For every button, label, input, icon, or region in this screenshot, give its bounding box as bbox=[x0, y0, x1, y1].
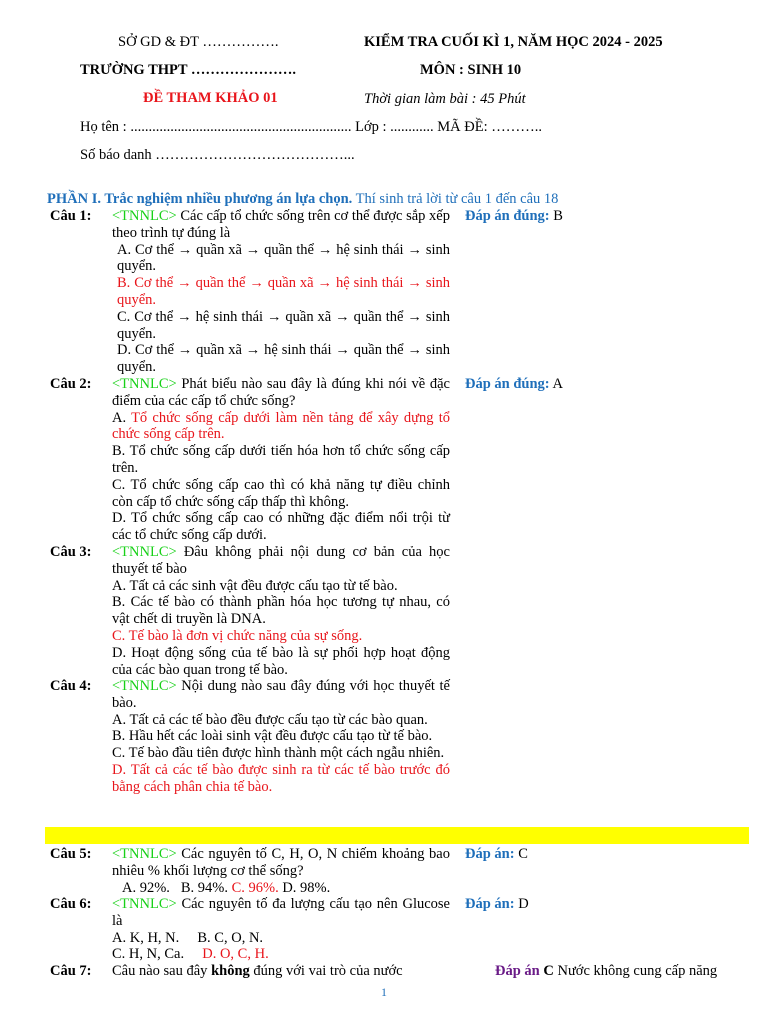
dept-line: SỞ GD & ĐT ……………. bbox=[118, 34, 279, 50]
question-3 bbox=[50, 544, 460, 678]
option-b: B. Cơ thể → quần thể → quần xã → hệ sinh thái → sinh quyển. bbox=[117, 275, 450, 308]
question-7-stem: Câu nào sau đây không đúng với vai trò của nước bbox=[112, 963, 403, 979]
school-line: TRƯỜNG THPT …………………. bbox=[80, 62, 297, 78]
page-number: 1 bbox=[381, 985, 387, 999]
option-d: D. Hoạt động sống của tế bào là sự phối hợp hoạt động của các bào quan trong tế bào. bbox=[112, 644, 450, 678]
question-stem: <TNNLC> Các nguyên tố đa lượng cấu tạo nên Glucose là bbox=[112, 896, 450, 929]
question-stem: <TNNLC> Các nguyên tố C, H, O, N chiếm khoảng bao nhiêu % khối lượng cơ thể sống? bbox=[112, 846, 450, 879]
option-a: A. Tất cả các tế bào đều được cấu tạo từ các bào quan. bbox=[112, 711, 428, 728]
option-c: C. H, N, Ca. bbox=[112, 946, 185, 963]
answer-letter: C bbox=[539, 963, 554, 979]
answer-label: Đáp án đúng: bbox=[465, 376, 550, 392]
tag-label: <TNNLC> bbox=[112, 678, 177, 694]
highlight-separator bbox=[45, 827, 749, 844]
option-a: A. Cơ thể → quần xã → quần thể → hệ sinh thái → sinh quyển. bbox=[117, 241, 450, 275]
question-5 bbox=[50, 846, 460, 896]
question-4 bbox=[50, 678, 460, 796]
question-number: Câu 3: bbox=[50, 544, 92, 560]
name-line: Họ tên : ............................................................. Lớp : ............ MÃ ĐỀ: ……….. bbox=[80, 119, 542, 135]
question-number: Câu 1: bbox=[50, 208, 92, 224]
tag-label: <TNNLC> bbox=[112, 846, 177, 862]
tag-label: <TNNLC> bbox=[112, 896, 177, 912]
question-2 bbox=[50, 376, 460, 544]
answer-value: C bbox=[514, 846, 528, 862]
options-row-1 bbox=[112, 930, 450, 947]
option-a: A. K, H, N. bbox=[112, 929, 180, 946]
section-instruction: Thí sinh trả lời từ câu 1 đến câu 18 bbox=[352, 191, 559, 207]
option-d: D. O, C, H. bbox=[202, 946, 269, 963]
subject-line: MÔN : SINH 10 bbox=[420, 62, 522, 78]
answer-value: A bbox=[549, 376, 563, 392]
question-stem: <TNNLC> Đâu không phải nội dung cơ bản của học thuyết tế bào bbox=[112, 544, 450, 577]
answer-6 bbox=[465, 896, 529, 913]
answer-5 bbox=[465, 846, 528, 863]
answer-2 bbox=[465, 376, 563, 393]
question-number: Câu 4: bbox=[50, 678, 92, 694]
option-b: B. Tổ chức sống cấp dưới tiến hóa hơn tổ chức sống cấp trên. bbox=[112, 443, 450, 476]
tag-label: <TNNLC> bbox=[112, 544, 177, 560]
answer-text: Nước không cung cấp năng bbox=[553, 963, 718, 979]
options-row bbox=[112, 880, 450, 897]
option-b: B. C, O, N. bbox=[197, 929, 264, 946]
option-b: B. Hầu hết các loài sinh vật đều được cấu tạo từ tế bào. bbox=[112, 728, 433, 745]
section-title: PHẦN I. Trắc nghiệm nhiều phương án lựa chọn. bbox=[47, 191, 353, 207]
question-number: Câu 2: bbox=[50, 376, 92, 392]
option-d: D. Tổ chức sống cấp cao có những đặc điểm nổi trội từ các tổ chức sống cấp dưới. bbox=[112, 510, 450, 544]
option-b: B. Các tế bào có thành phần hóa học tương tự nhau, có vật chết di truyền là DNA. bbox=[112, 594, 450, 628]
option-a: A. Tất cả các sinh vật đều được cấu tạo từ tế bào. bbox=[112, 577, 398, 594]
answer-label: Đáp án bbox=[495, 963, 540, 979]
section-heading bbox=[47, 191, 558, 208]
options-row-2 bbox=[112, 946, 450, 963]
exam-title: KIỂM TRA CUỐI KÌ 1, NĂM HỌC 2024 - 2025 bbox=[364, 34, 663, 50]
option-d: D. 98%. bbox=[282, 879, 331, 896]
question-stem: <TNNLC> Các cấp tổ chức sống trên cơ thể được sắp xếp theo trình tự đúng là bbox=[112, 208, 450, 241]
option-c: C. Tế bào là đơn vị chức năng của sự sống. bbox=[112, 627, 363, 644]
question-stem: <TNNLC> Phát biểu nào sau đây là đúng khi nói về đặc điểm của các cấp tổ chức sống? bbox=[112, 376, 450, 409]
question-stem: <TNNLC> Nội dung nào sau đây đúng với học thuyết tế bào. bbox=[112, 678, 450, 711]
tag-label: <TNNLC> bbox=[112, 208, 177, 224]
option-c: C. Tế bào đầu tiên được hình thành một cách ngẫu nhiên. bbox=[112, 745, 445, 762]
option-b: B. 94%. bbox=[180, 879, 228, 896]
option-a: A. 92%. bbox=[122, 879, 170, 896]
answer-label: Đáp án: bbox=[465, 896, 515, 912]
option-c: C. 96%. bbox=[231, 879, 279, 896]
answer-value: B bbox=[549, 208, 563, 224]
question-number: Câu 7: bbox=[50, 963, 92, 979]
answer-value: D bbox=[514, 896, 529, 912]
answer-1 bbox=[465, 208, 563, 225]
question-number: Câu 5: bbox=[50, 846, 92, 862]
option-c: C. Cơ thể → hệ sinh thái → quần xã → quần thể → sinh quyển. bbox=[117, 308, 450, 342]
question-number: Câu 6: bbox=[50, 896, 92, 912]
tag-label: <TNNLC> bbox=[112, 376, 177, 392]
question-1 bbox=[50, 208, 460, 376]
option-d: D. Cơ thể → quần xã → hệ sinh thái → quần thể → sinh quyển. bbox=[117, 342, 450, 376]
id-line: Số báo danh …………………………………... bbox=[80, 147, 355, 163]
answer-7 bbox=[495, 963, 717, 980]
answer-label: Đáp án: bbox=[465, 846, 515, 862]
answer-label: Đáp án đúng: bbox=[465, 208, 550, 224]
question-6 bbox=[50, 896, 460, 963]
option-c: C. Tổ chức sống cấp cao thì có khả năng tự điều chỉnh còn cấp tổ chức sống cấp thấp thì không. bbox=[112, 476, 450, 510]
option-d: D. Tất cả các tế bào được sinh ra từ các tế bào trước đó bằng cách phân chia tế bào. bbox=[112, 761, 450, 795]
ref-title: ĐỀ THAM KHẢO 01 bbox=[143, 90, 278, 106]
time-line: Thời gian làm bài : 45 Phút bbox=[364, 91, 526, 107]
option-a: A. Tổ chức sống cấp dưới làm nền tảng để xây dựng tổ chức sống cấp trên. bbox=[112, 409, 450, 443]
